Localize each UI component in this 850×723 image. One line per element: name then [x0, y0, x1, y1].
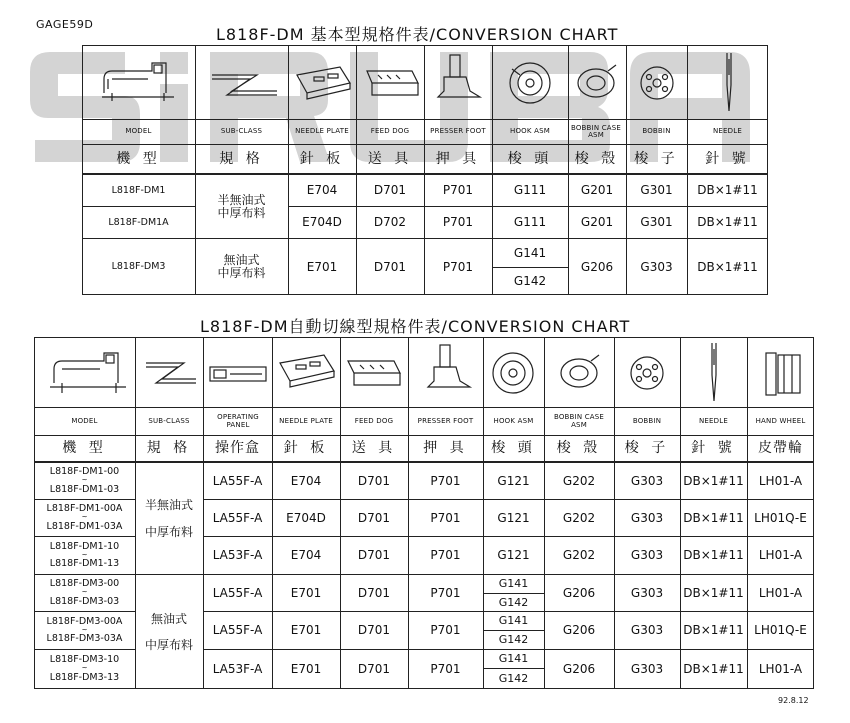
t2-header-zh-bobbin-case: 梭 殼 — [556, 440, 602, 457]
t2-r6-needle: DB×1#11 — [683, 661, 744, 676]
t2-r6-model-from: L818F-DM3-10 — [49, 654, 120, 666]
t1-r1-hook: G111 — [513, 183, 547, 198]
t1-header-feed-dog: FEED DOG — [370, 127, 410, 136]
t1-header-zh-needle: 針 號 — [705, 150, 750, 167]
t1-header-model: MODEL — [125, 127, 152, 136]
t2-r5-plate: E701 — [290, 623, 322, 638]
hand-wheel-icon — [766, 353, 800, 395]
t2-subclass-semi-oilless: 半無油式 中厚布料 — [144, 498, 193, 539]
t2-header-needle-plate: NEEDLE PLATE — [279, 416, 333, 425]
t2-r4-case: G206 — [562, 585, 596, 600]
t1-r1-foot: P701 — [442, 183, 474, 198]
table-row — [34, 612, 135, 649]
t1-header-needle: NEEDLE — [713, 127, 742, 136]
t1-header-zh-hook: 梭 頭 — [507, 150, 553, 167]
t2-header-zh-bobbin: 梭 子 — [624, 440, 670, 457]
t2-r5-hook-a: G141 — [498, 614, 529, 628]
needle-icon — [727, 53, 731, 111]
t2-r5-wheel: LH01Q-E — [754, 623, 807, 638]
t2-r5-foot: P701 — [430, 623, 461, 638]
range-tilde: ~ — [81, 625, 88, 634]
t2-header-zh-hand-wheel: 皮帶輪 — [758, 440, 803, 457]
t2-r3-plate: E704 — [290, 548, 322, 563]
t1-r1-feed: D701 — [373, 183, 407, 198]
t2-r1-plate: E704 — [290, 473, 322, 488]
t2-r1-foot: P701 — [430, 473, 461, 488]
t2-header-hand-wheel: HAND WHEEL — [755, 416, 806, 425]
operating-panel-icon — [210, 367, 266, 381]
t2-header-bobbin-case: BOBBIN CASE ASM — [553, 413, 605, 429]
needle-plate-icon — [280, 355, 334, 387]
t2-r5-panel: LA55F-A — [212, 623, 263, 638]
t2-header-hook-asm: HOOK ASM — [493, 416, 534, 425]
hook-asm-icon — [510, 63, 550, 103]
table-row — [34, 650, 135, 688]
t1-header-presser-foot: PRESSER FOOT — [430, 127, 486, 136]
t1-r2-case: G201 — [580, 215, 614, 230]
table-row — [34, 463, 135, 499]
t1-r2-feed: D702 — [373, 215, 407, 230]
t2-header-zh-subclass: 規 格 — [146, 440, 192, 457]
bobbin-case-icon — [561, 355, 599, 387]
t2-r5-hook-b: G142 — [498, 633, 529, 647]
t1-r2-plate: E704D — [302, 215, 342, 230]
t1-subclass-oilless: 無油式 中厚布料 — [217, 253, 266, 280]
table-row: L818F-DM3 — [111, 261, 166, 273]
t2-r4-model-to: L818F-DM3-03 — [49, 595, 120, 607]
t2-r5-feed: D701 — [357, 623, 391, 638]
document-date: 92.8.12 — [778, 696, 809, 705]
needle-plate-icon — [297, 67, 350, 99]
t2-r1-model-to: L818F-DM1-03 — [49, 483, 120, 495]
subclass-plate-icon — [146, 363, 196, 383]
t2-r4-hook-a: G141 — [498, 577, 529, 591]
t1-subclass-semi-oilless: 半無油式 中厚布料 — [217, 192, 266, 220]
t2-r1-hook: G121 — [497, 473, 530, 488]
feed-dog-icon — [348, 361, 400, 385]
t1-header-needle-plate: NEEDLE PLATE — [295, 127, 349, 136]
t2-r2-feed: D701 — [357, 510, 391, 525]
t2-r6-wheel: LH01-A — [758, 661, 803, 676]
t2-r2-model-from: L818F-DM1-00A — [46, 503, 123, 515]
t2-header-operating-panel: OPERATING PANEL — [217, 413, 259, 429]
t2-r2-plate: E704D — [286, 510, 326, 525]
t2-r3-needle: DB×1#11 — [683, 548, 744, 563]
bobbin-icon — [631, 357, 663, 389]
t1-r3-plate: E701 — [306, 259, 338, 274]
presser-foot-icon — [438, 55, 480, 97]
t2-r1-bobbin: G303 — [630, 473, 664, 488]
needle-icon — [712, 343, 716, 401]
subclass-plate-icon — [212, 75, 277, 95]
t1-r1-plate: E704 — [306, 183, 338, 198]
t2-header-zh-model: 機 型 — [62, 440, 107, 457]
t2-subclass-oilless: 無油式 中厚布料 — [144, 611, 193, 652]
t1-r3-foot: P701 — [442, 259, 474, 274]
t1-header-zh-feed-dog: 送 具 — [367, 150, 413, 167]
t2-r4-needle: DB×1#11 — [683, 585, 744, 600]
t2-r1-needle: DB×1#11 — [683, 473, 744, 488]
t2-r6-case: G206 — [562, 661, 596, 676]
range-tilde: ~ — [81, 588, 88, 597]
t2-r3-model-from: L818F-DM1-10 — [49, 540, 120, 552]
feed-dog-icon — [367, 71, 418, 95]
t2-header-zh-feed-dog: 送 具 — [351, 440, 397, 457]
t2-header-subclass: SUB-CLASS — [148, 416, 190, 425]
t2-r1-feed: D701 — [357, 473, 391, 488]
t2-r3-hook: G121 — [497, 548, 530, 563]
bobbin-icon — [641, 67, 673, 99]
t2-r6-feed: D701 — [357, 661, 391, 676]
t2-r1-wheel: LH01-A — [758, 473, 803, 488]
table-row — [34, 575, 135, 611]
t2-r6-foot: P701 — [430, 661, 461, 676]
bobbin-case-icon — [578, 65, 616, 97]
t1-header-subclass: SUB-CLASS — [220, 127, 263, 136]
t2-r5-needle: DB×1#11 — [683, 623, 744, 638]
t2-r3-foot: P701 — [430, 548, 461, 563]
t1-r2-bobbin: G301 — [640, 215, 673, 230]
t1-header-zh-model: 機 型 — [116, 150, 161, 167]
t2-r4-wheel: LH01-A — [758, 585, 803, 600]
t1-header-zh-bobbin: 梭 子 — [634, 150, 679, 167]
t2-header-needle: NEEDLE — [699, 416, 728, 425]
t2-r4-model-from: L818F-DM3-00 — [49, 578, 120, 590]
t2-r2-bobbin: G303 — [630, 510, 664, 525]
table-row — [34, 537, 135, 574]
t1-header-bobbin: BOBBIN — [642, 127, 671, 136]
conversion-table-auto-trimmer — [34, 337, 814, 689]
conversion-table-basic — [82, 45, 768, 295]
t2-r2-hook: G121 — [497, 510, 530, 525]
t2-header-bobbin: BOBBIN — [632, 416, 662, 425]
t2-r5-model-from: L818F-DM3-00A — [46, 615, 123, 627]
range-tilde: ~ — [81, 664, 88, 673]
t2-r4-plate: E701 — [290, 585, 322, 600]
t2-r3-model-to: L818F-DM1-13 — [49, 558, 120, 570]
t2-r6-plate: E701 — [290, 661, 322, 676]
t2-r3-wheel: LH01-A — [758, 548, 803, 563]
t2-r4-hook-b: G142 — [498, 595, 529, 609]
t2-r5-case: G206 — [562, 623, 596, 638]
t1-header-zh-bobbin-case: 梭 殼 — [574, 150, 620, 167]
table2-title: L818F-DM自動切線型規格件表/CONVERSION CHART — [200, 317, 631, 336]
t2-r4-foot: P701 — [430, 585, 461, 600]
t1-r3-needle: DB×1#11 — [697, 259, 758, 274]
t1-header-zh-presser-foot: 押 具 — [435, 150, 481, 167]
t2-r3-feed: D701 — [357, 548, 391, 563]
t1-r2-hook: G111 — [513, 215, 547, 230]
sewing-machine-icon — [102, 63, 174, 101]
t2-header-feed-dog: FEED DOG — [354, 416, 394, 425]
t1-r3-hook-b: G142 — [513, 274, 547, 289]
t1-r1-case: G201 — [580, 183, 614, 198]
hook-asm-icon — [493, 353, 533, 393]
t2-r6-bobbin: G303 — [630, 661, 664, 676]
t2-r4-bobbin: G303 — [630, 585, 664, 600]
t2-r4-panel: LA55F-A — [212, 585, 263, 600]
t2-r6-hook-a: G141 — [498, 652, 529, 666]
t2-r1-panel: LA55F-A — [212, 473, 263, 488]
t1-r3-hook-a: G141 — [513, 245, 547, 260]
t2-r4-feed: D701 — [357, 585, 391, 600]
t2-header-zh-panel: 操作盒 — [215, 440, 260, 457]
t2-r6-model-to: L818F-DM3-13 — [49, 671, 120, 683]
t2-header-zh-needle-plate: 針 板 — [283, 440, 329, 457]
t2-header-zh-needle: 針 號 — [691, 440, 736, 457]
presser-foot-icon — [428, 345, 470, 387]
t1-header-hook-asm: HOOK ASM — [510, 127, 550, 136]
range-tilde: ~ — [81, 476, 88, 485]
table-row — [34, 500, 135, 536]
t2-header-zh-presser-foot: 押 具 — [423, 440, 468, 457]
table-row: L818F-DM1A — [108, 216, 169, 228]
t1-header-zh-needle-plate: 針 板 — [299, 150, 345, 167]
t2-r6-panel: LA53F-A — [212, 661, 263, 676]
t2-r1-model-from: L818F-DM1-00 — [49, 466, 120, 478]
t2-header-model: MODEL — [71, 416, 98, 425]
t1-r3-feed: D701 — [373, 259, 407, 274]
t2-r2-wheel: LH01Q-E — [754, 510, 807, 525]
t1-r1-needle: DB×1#11 — [697, 183, 758, 198]
table-row: L818F-DM1 — [111, 184, 166, 196]
t1-header-zh-subclass: 規 格 — [219, 150, 264, 167]
table1-title: L818F-DM 基本型規格件表/CONVERSION CHART — [216, 25, 619, 44]
t1-r2-foot: P701 — [442, 215, 474, 230]
t2-r5-bobbin: G303 — [630, 623, 664, 638]
t2-r2-panel: LA55F-A — [212, 510, 263, 525]
t2-header-zh-hook: 梭 頭 — [491, 440, 536, 457]
t2-header-presser-foot: PRESSER FOOT — [417, 416, 474, 425]
t2-r2-foot: P701 — [430, 510, 461, 525]
t2-r2-model-to: L818F-DM1-03A — [46, 520, 123, 532]
t2-r3-case: G202 — [562, 548, 596, 563]
t2-r2-case: G202 — [562, 510, 596, 525]
document-code: GAGE59D — [36, 18, 94, 31]
t1-r3-case: G206 — [580, 259, 614, 274]
t1-header-bobbin-case: BOBBIN CASE ASM — [570, 123, 622, 139]
sewing-machine-icon — [50, 353, 126, 393]
t1-r2-needle: DB×1#11 — [697, 215, 758, 230]
t2-r3-bobbin: G303 — [630, 548, 664, 563]
t2-r2-needle: DB×1#11 — [683, 510, 744, 525]
range-tilde: ~ — [81, 513, 88, 522]
t2-r6-hook-b: G142 — [498, 671, 529, 685]
t1-r1-bobbin: G301 — [640, 183, 673, 198]
range-tilde: ~ — [81, 550, 88, 559]
t2-r3-panel: LA53F-A — [212, 548, 263, 563]
t2-r5-model-to: L818F-DM3-03A — [46, 633, 123, 645]
t1-r3-bobbin: G303 — [640, 259, 673, 274]
t2-r1-case: G202 — [562, 473, 596, 488]
